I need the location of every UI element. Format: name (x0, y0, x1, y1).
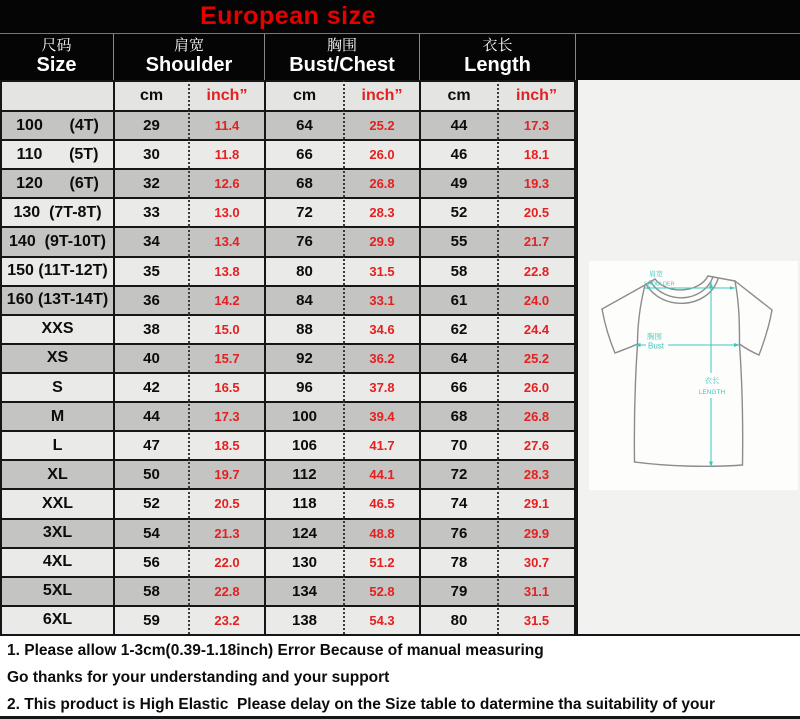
shoulder-cm-cell: 56 (113, 547, 188, 576)
length-cm-cell: 80 (419, 605, 497, 634)
bust-cm-cell: 134 (264, 576, 343, 605)
length-in-cell: 31.1 (497, 576, 574, 605)
bust-cm-cell: 130 (264, 547, 343, 576)
bust-cm-cell: 80 (264, 256, 343, 285)
size-cell: XXS (2, 314, 113, 343)
bust-cm-cell: 84 (264, 285, 343, 314)
bust-cm-cell: 92 (264, 343, 343, 372)
table-row (2, 197, 574, 226)
bust-in-cell: 46.5 (343, 488, 419, 517)
table-row (2, 139, 574, 168)
tshirt-diagram (589, 261, 798, 490)
size-cell: S (2, 372, 113, 401)
bust-label-en: Bust (648, 341, 665, 351)
unit-blank-cell (2, 80, 113, 110)
notes-section (0, 634, 800, 719)
bust-cm-cell: 96 (264, 372, 343, 401)
size-cell: 100 (4T) (2, 110, 113, 139)
table-row (2, 226, 574, 255)
length-in-cell: 27.6 (497, 430, 574, 459)
length-cm-cell: 44 (419, 110, 497, 139)
column-header-bust-zh: 胸围 (326, 36, 357, 54)
bust-in-cell: 52.8 (343, 576, 419, 605)
shoulder-in-cell: 23.2 (188, 605, 264, 634)
tshirt-illustration (589, 261, 798, 490)
bust-cm-cell: 66 (264, 139, 343, 168)
shoulder-in-cell: 15.7 (188, 343, 264, 372)
length-in-cell: 25.2 (497, 343, 574, 372)
length-cm-cell: 64 (419, 343, 497, 372)
bust-in-cell: 41.7 (343, 430, 419, 459)
length-cm-cell: 55 (419, 226, 497, 255)
bust-cm-cell: 76 (264, 226, 343, 255)
length-in-cell: 30.7 (497, 547, 574, 576)
shoulder-in-cell: 22.8 (188, 576, 264, 605)
length-cm-cell: 79 (419, 576, 497, 605)
table-row (2, 459, 574, 488)
shoulder-cm-cell: 52 (113, 488, 188, 517)
size-cell: L (2, 430, 113, 459)
bust-in-cell: 33.1 (343, 285, 419, 314)
size-cell: 110 (5T) (2, 139, 113, 168)
diagram-panel (576, 80, 800, 634)
length-cm-cell: 49 (419, 168, 497, 197)
size-cell: 3XL (2, 518, 113, 547)
bust-in-cell: 39.4 (343, 401, 419, 430)
bust-in-cell: 34.6 (343, 314, 419, 343)
unit-inch-cell: inch” (497, 80, 574, 110)
table-row (2, 401, 574, 430)
length-in-cell: 28.3 (497, 459, 574, 488)
table-row (2, 518, 574, 547)
size-cell: 150 (11T-12T) (2, 256, 113, 285)
shoulder-in-cell: 21.3 (188, 518, 264, 547)
column-header-length (419, 34, 576, 80)
shoulder-in-cell: 13.8 (188, 256, 264, 285)
length-cm-cell: 66 (419, 372, 497, 401)
bust-cm-cell: 64 (264, 110, 343, 139)
length-cm-cell: 74 (419, 488, 497, 517)
shoulder-cm-cell: 35 (113, 256, 188, 285)
shoulder-cm-cell: 59 (113, 605, 188, 634)
page-title: European size (200, 2, 376, 30)
length-in-cell: 29.1 (497, 488, 574, 517)
column-header-shoulder-zh: 肩宽 (173, 36, 204, 54)
tshirt-outline (602, 276, 772, 466)
shoulder-in-cell: 16.5 (188, 372, 264, 401)
length-cm-cell: 46 (419, 139, 497, 168)
table-row (2, 372, 574, 401)
unit-cm-cell: cm (113, 80, 188, 110)
size-cell: 6XL (2, 605, 113, 634)
length-in-cell: 17.3 (497, 110, 574, 139)
size-cell: XS (2, 343, 113, 372)
shoulder-cm-cell: 38 (113, 314, 188, 343)
column-header-shoulder-en: Shoulder (145, 54, 233, 77)
size-cell: 140 (9T-10T) (2, 226, 113, 255)
title-wrap (0, 0, 576, 33)
table-row (2, 576, 574, 605)
column-header-length-en: Length (464, 54, 531, 77)
shoulder-in-cell: 18.5 (188, 430, 264, 459)
unit-header-row (2, 80, 574, 110)
shoulder-label-en: SHOULDER (644, 281, 675, 288)
bust-cm-cell: 72 (264, 197, 343, 226)
length-cm-cell: 58 (419, 256, 497, 285)
column-header-length-zh: 衣长 (482, 36, 513, 54)
shoulder-label-zh: 肩宽 (649, 271, 663, 278)
table-row (2, 605, 574, 634)
shoulder-cm-cell: 30 (113, 139, 188, 168)
size-table (0, 80, 576, 634)
size-cell: 160 (13T-14T) (2, 285, 113, 314)
length-cm-cell: 62 (419, 314, 497, 343)
length-in-cell: 24.4 (497, 314, 574, 343)
bust-in-cell: 48.8 (343, 518, 419, 547)
table-row (2, 547, 574, 576)
shoulder-in-cell: 13.0 (188, 197, 264, 226)
size-cell: XL (2, 459, 113, 488)
bust-in-cell: 26.8 (343, 168, 419, 197)
table-row (2, 343, 574, 372)
size-cell: XXL (2, 488, 113, 517)
length-in-cell: 21.7 (497, 226, 574, 255)
shoulder-cm-cell: 50 (113, 459, 188, 488)
shoulder-cm-cell: 33 (113, 197, 188, 226)
length-in-cell: 22.8 (497, 256, 574, 285)
length-cm-cell: 76 (419, 518, 497, 547)
table-row (2, 168, 574, 197)
note-line-1: 1. Please allow 1-3cm(0.39-1.18inch) Error Because of manual measuring (7, 642, 544, 659)
shoulder-in-cell: 20.5 (188, 488, 264, 517)
bust-label-zh: 胸围 (647, 332, 662, 341)
shoulder-in-cell: 14.2 (188, 285, 264, 314)
bust-cm-cell: 100 (264, 401, 343, 430)
table-row (2, 285, 574, 314)
length-cm-cell: 72 (419, 459, 497, 488)
length-in-cell: 31.5 (497, 605, 574, 634)
size-cell: 130 (7T-8T) (2, 197, 113, 226)
bust-cm-cell: 118 (264, 488, 343, 517)
bust-cm-cell: 106 (264, 430, 343, 459)
shoulder-cm-cell: 34 (113, 226, 188, 255)
bust-in-cell: 29.9 (343, 226, 419, 255)
shoulder-in-cell: 17.3 (188, 401, 264, 430)
unit-cm-cell: cm (419, 80, 497, 110)
shoulder-cm-cell: 44 (113, 401, 188, 430)
length-label-en: LENGTH (698, 389, 726, 396)
length-cm-cell: 52 (419, 197, 497, 226)
length-in-cell: 18.1 (497, 139, 574, 168)
size-cell: 120 (6T) (2, 168, 113, 197)
length-in-cell: 20.5 (497, 197, 574, 226)
size-cell: 4XL (2, 547, 113, 576)
shoulder-cm-cell: 42 (113, 372, 188, 401)
measurement-lines (635, 282, 740, 467)
shoulder-in-cell: 11.8 (188, 139, 264, 168)
length-in-cell: 19.3 (497, 168, 574, 197)
length-in-cell: 24.0 (497, 285, 574, 314)
shoulder-cm-cell: 47 (113, 430, 188, 459)
column-header-bust-en: Bust/Chest (289, 54, 395, 77)
table-row (2, 430, 574, 459)
column-header-bust (264, 34, 419, 80)
table-row (2, 256, 574, 285)
bust-cm-cell: 138 (264, 605, 343, 634)
shoulder-cm-cell: 29 (113, 110, 188, 139)
unit-cm-cell: cm (264, 80, 343, 110)
bust-cm-cell: 124 (264, 518, 343, 547)
bust-in-cell: 44.1 (343, 459, 419, 488)
unit-inch-cell: inch” (343, 80, 419, 110)
column-header-size-zh: 尺码 (41, 36, 72, 54)
bust-in-cell: 25.2 (343, 110, 419, 139)
note-line-3: 2. This product is High Elastic Please delay on the Size table to datermine tha suitability of your (7, 696, 715, 713)
column-header-size-en: Size (36, 54, 77, 77)
bust-cm-cell: 112 (264, 459, 343, 488)
bust-in-cell: 37.8 (343, 372, 419, 401)
shoulder-in-cell: 15.0 (188, 314, 264, 343)
bust-in-cell: 31.5 (343, 256, 419, 285)
shoulder-in-cell: 12.6 (188, 168, 264, 197)
shoulder-in-cell: 13.4 (188, 226, 264, 255)
shoulder-cm-cell: 32 (113, 168, 188, 197)
length-cm-cell: 68 (419, 401, 497, 430)
size-cell: 5XL (2, 576, 113, 605)
column-header-size (0, 34, 113, 80)
table-row (2, 314, 574, 343)
table-row (2, 110, 574, 139)
length-cm-cell: 61 (419, 285, 497, 314)
unit-inch-cell: inch” (188, 80, 264, 110)
length-cm-cell: 78 (419, 547, 497, 576)
bust-in-cell: 36.2 (343, 343, 419, 372)
bust-in-cell: 51.2 (343, 547, 419, 576)
shoulder-cm-cell: 40 (113, 343, 188, 372)
shoulder-cm-cell: 58 (113, 576, 188, 605)
table-group-header (0, 33, 800, 80)
bust-cm-cell: 88 (264, 314, 343, 343)
length-label-zh: 衣长 (704, 376, 720, 385)
column-header-shoulder (113, 34, 264, 80)
title-band (0, 0, 800, 33)
length-cm-cell: 70 (419, 430, 497, 459)
bust-cm-cell: 68 (264, 168, 343, 197)
note-line-2: Go thanks for your understanding and your support (7, 669, 390, 686)
shoulder-cm-cell: 36 (113, 285, 188, 314)
table-row (2, 488, 574, 517)
bust-in-cell: 54.3 (343, 605, 419, 634)
bust-in-cell: 26.0 (343, 139, 419, 168)
shoulder-cm-cell: 54 (113, 518, 188, 547)
length-in-cell: 26.0 (497, 372, 574, 401)
length-in-cell: 26.8 (497, 401, 574, 430)
shoulder-in-cell: 19.7 (188, 459, 264, 488)
length-in-cell: 29.9 (497, 518, 574, 547)
shoulder-in-cell: 22.0 (188, 547, 264, 576)
size-cell: M (2, 401, 113, 430)
bust-in-cell: 28.3 (343, 197, 419, 226)
shoulder-in-cell: 11.4 (188, 110, 264, 139)
